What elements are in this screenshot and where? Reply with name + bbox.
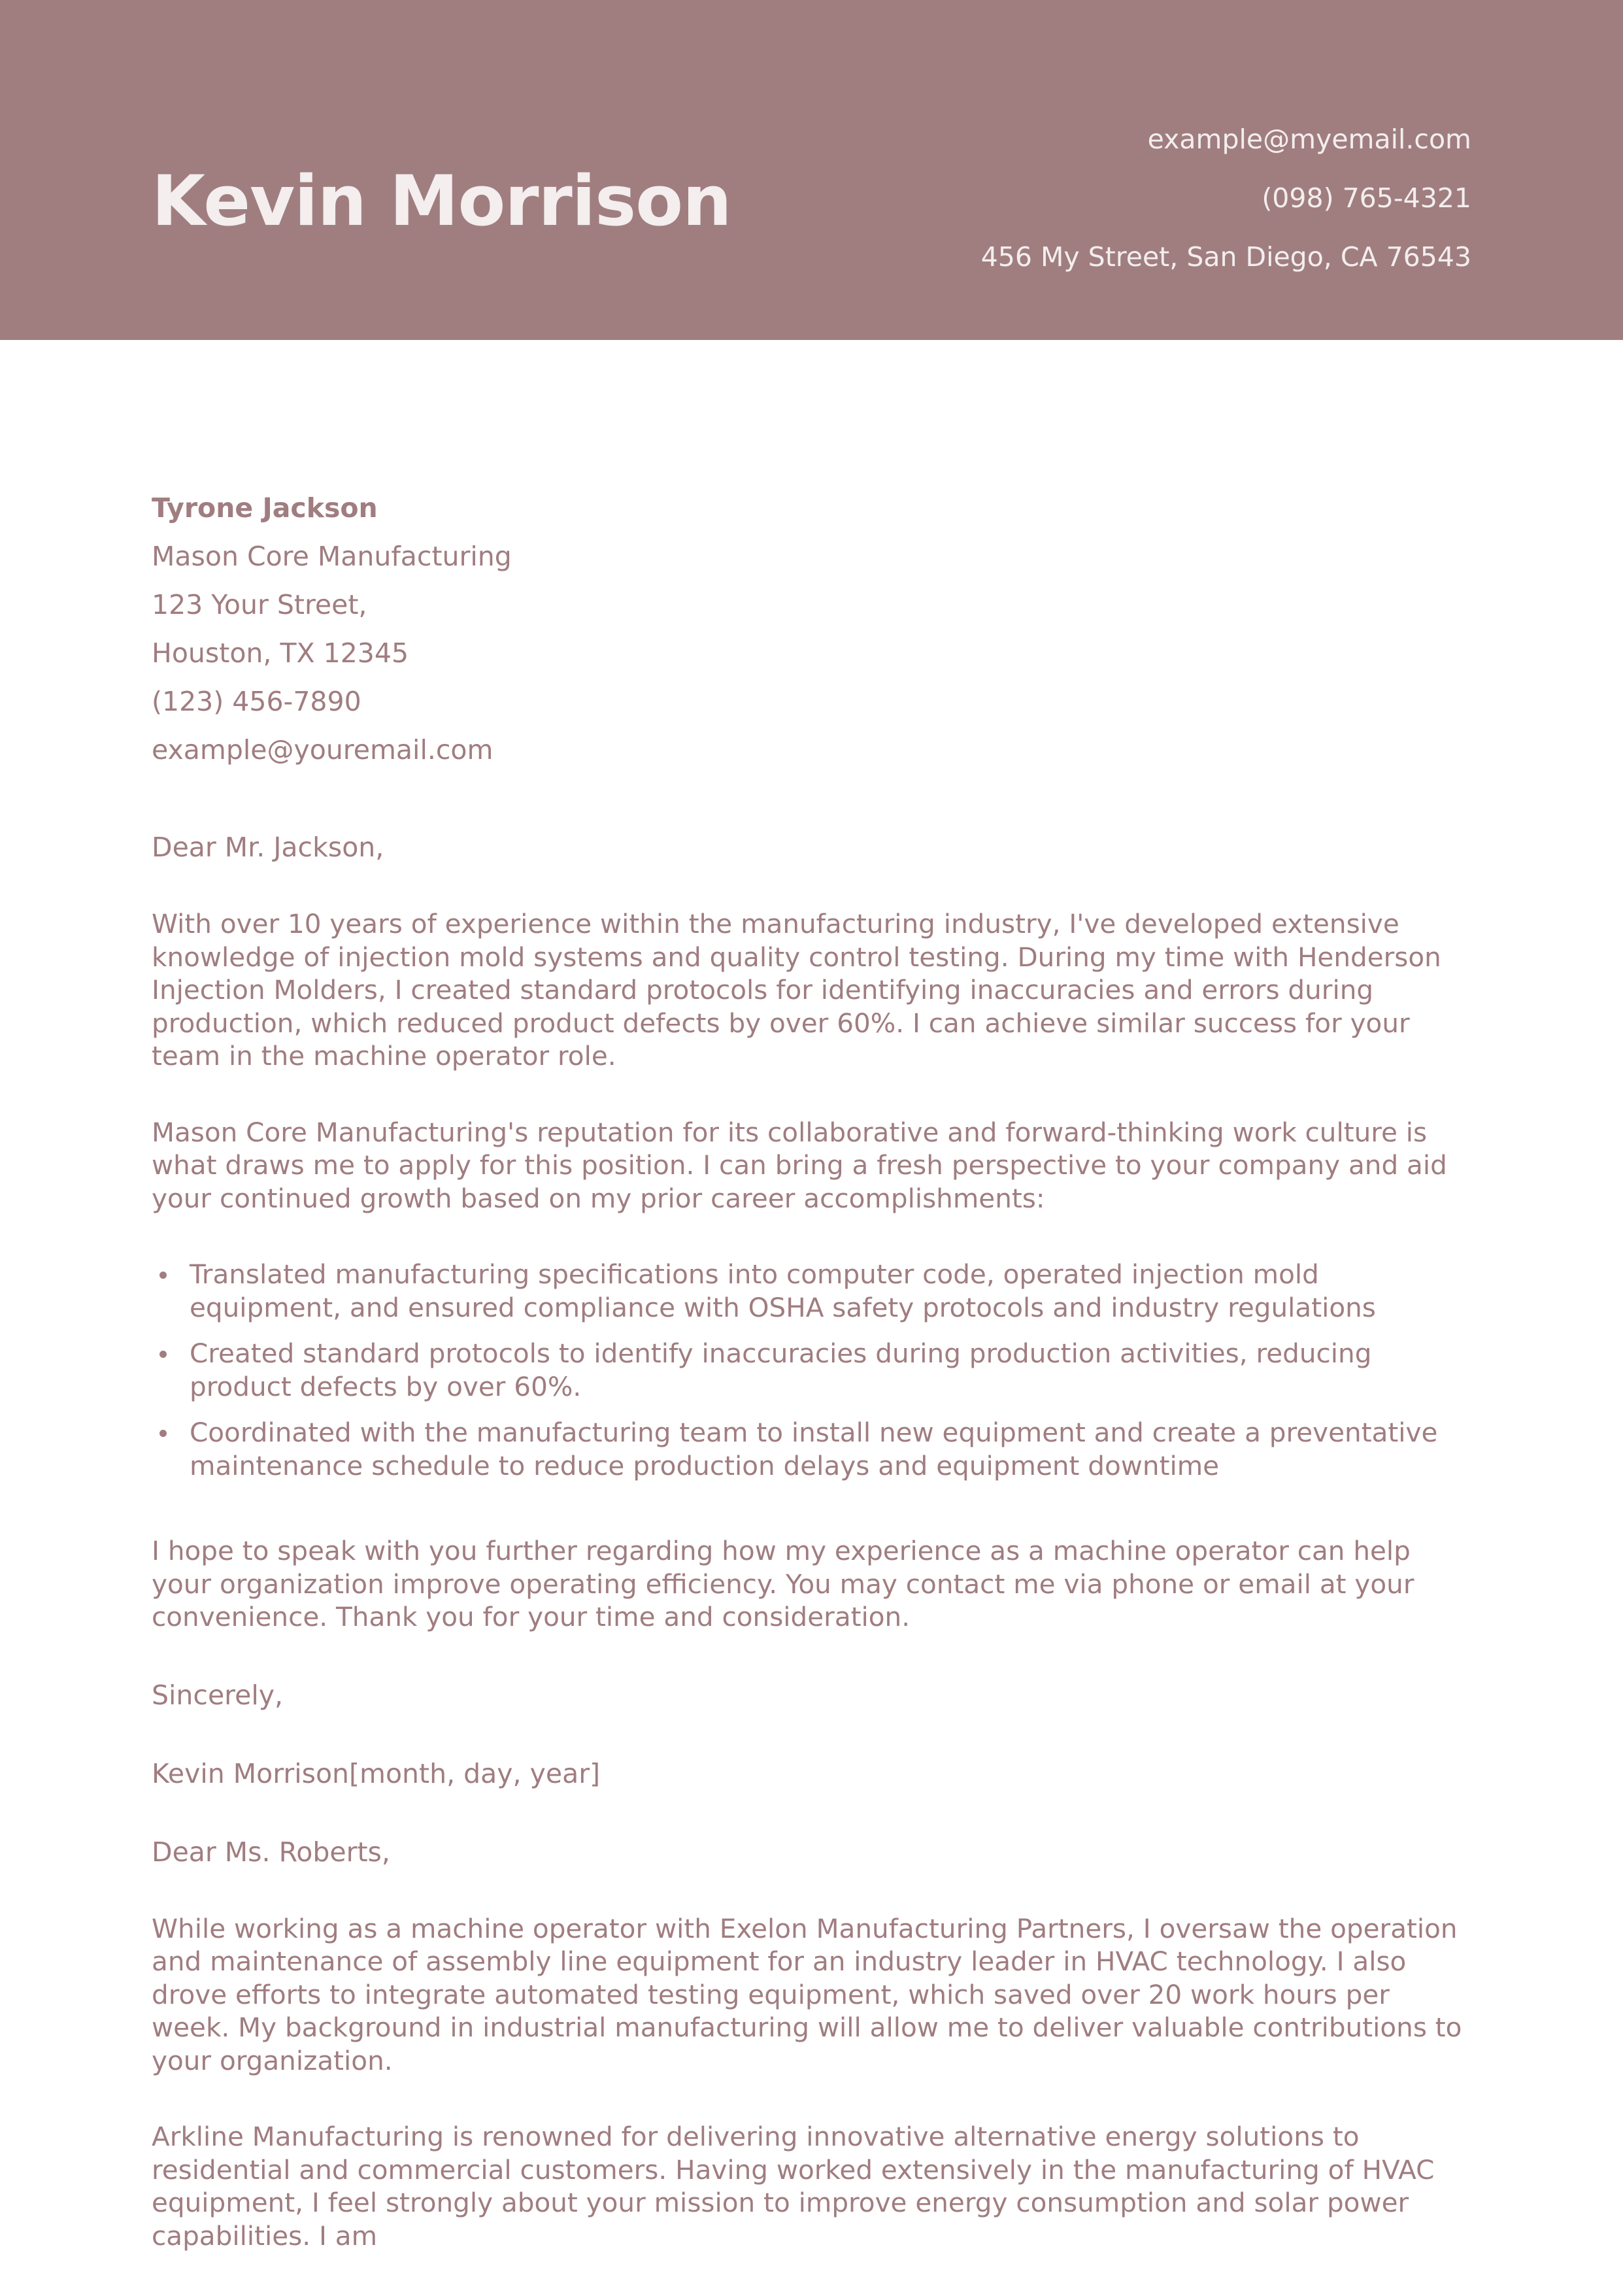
closing: Sincerely, [152,1679,284,1711]
salutation: Dear Mr. Jackson, [152,832,384,863]
sender-name: Kevin Morrison [152,161,731,241]
recipient-name: Tyrone Jackson [152,492,378,524]
salutation-second: Dear Ms. Roberts, [152,1836,390,1868]
recipient-city: Houston, TX 12345 [152,637,409,669]
recipient-company: Mason Core Manufacturing [152,541,512,572]
sender-phone: (098) 765-4321 [1262,182,1471,214]
accomplishments-list [152,1258,1472,1482]
list-item: Coordinated with the manufacturing team to install new equipment and create a preventative maintenance schedule to reduce production delays and equipment downtime [190,1416,1472,1482]
sender-email: example@myemail.com [1147,124,1471,155]
signature-line: Kevin Morrison[month, day, year] [152,1757,601,1789]
paragraph-motivation: Mason Core Manufacturing's reputation for its collaborative and forward-thinking work culture is what draws me to apply for this position. I can bring a fresh perspective to your company and aid your continued growth based on my prior career accomplishments: [152,1116,1447,1214]
recipient-street: 123 Your Street, [152,589,367,620]
sender-contact-block [981,110,1471,286]
paragraph-intro: With over 10 years of experience within the manufacturing industry, I've developed extensive knowledge of injection mold systems and quality control testing. During my time with Henderson Injection Molders, I created standard protocols for identifying inaccuracies and errors during production, which reduced product defects by over 60%. I can achieve similar success for your team in the machine operator role. [152,908,1441,1072]
list-item: Translated manufacturing specifications into computer code, operated injection mold equipment, and ensured compliance with OSHA safety protocols and industry regulations [190,1258,1472,1324]
letterhead-banner [0,0,1623,340]
list-item: Created standard protocols to identify inaccuracies during production activities, reducing product defects by over 60%. [190,1337,1472,1403]
paragraph-experience: While working as a machine operator with Exelon Manufacturing Partners, I oversaw the operation and maintenance of assembly line equipment for an industry leader in HVAC technology. I also drove efforts to integrate automated testing equipment, which saved over 20 work hours per week. My background in industrial manufacturing will allow me to deliver valuable contributions to your organization. [152,1912,1462,2076]
letter-body [152,484,1472,2252]
recipient-email: example@youremail.com [152,734,494,766]
paragraph-company-interest: Arkline Manufacturing is renowned for delivering innovative alternative energy solutions to residential and commercial customers. Having worked extensively in the manufacturing of HVAC equipment, I feel strongly about your mission to improve energy consumption and solar power capabilities. I am [152,2121,1435,2252]
paragraph-closing: I hope to speak with you further regarding how my experience as a machine operator can help your organization improve operating efficiency. You may contact me via phone or email at your convenience. Thank you for your time and consideration. [152,1535,1414,1632]
recipient-phone: (123) 456-7890 [152,686,361,717]
recipient-block [152,484,1472,774]
sender-address: 456 My Street, San Diego, CA 76543 [980,241,1471,273]
